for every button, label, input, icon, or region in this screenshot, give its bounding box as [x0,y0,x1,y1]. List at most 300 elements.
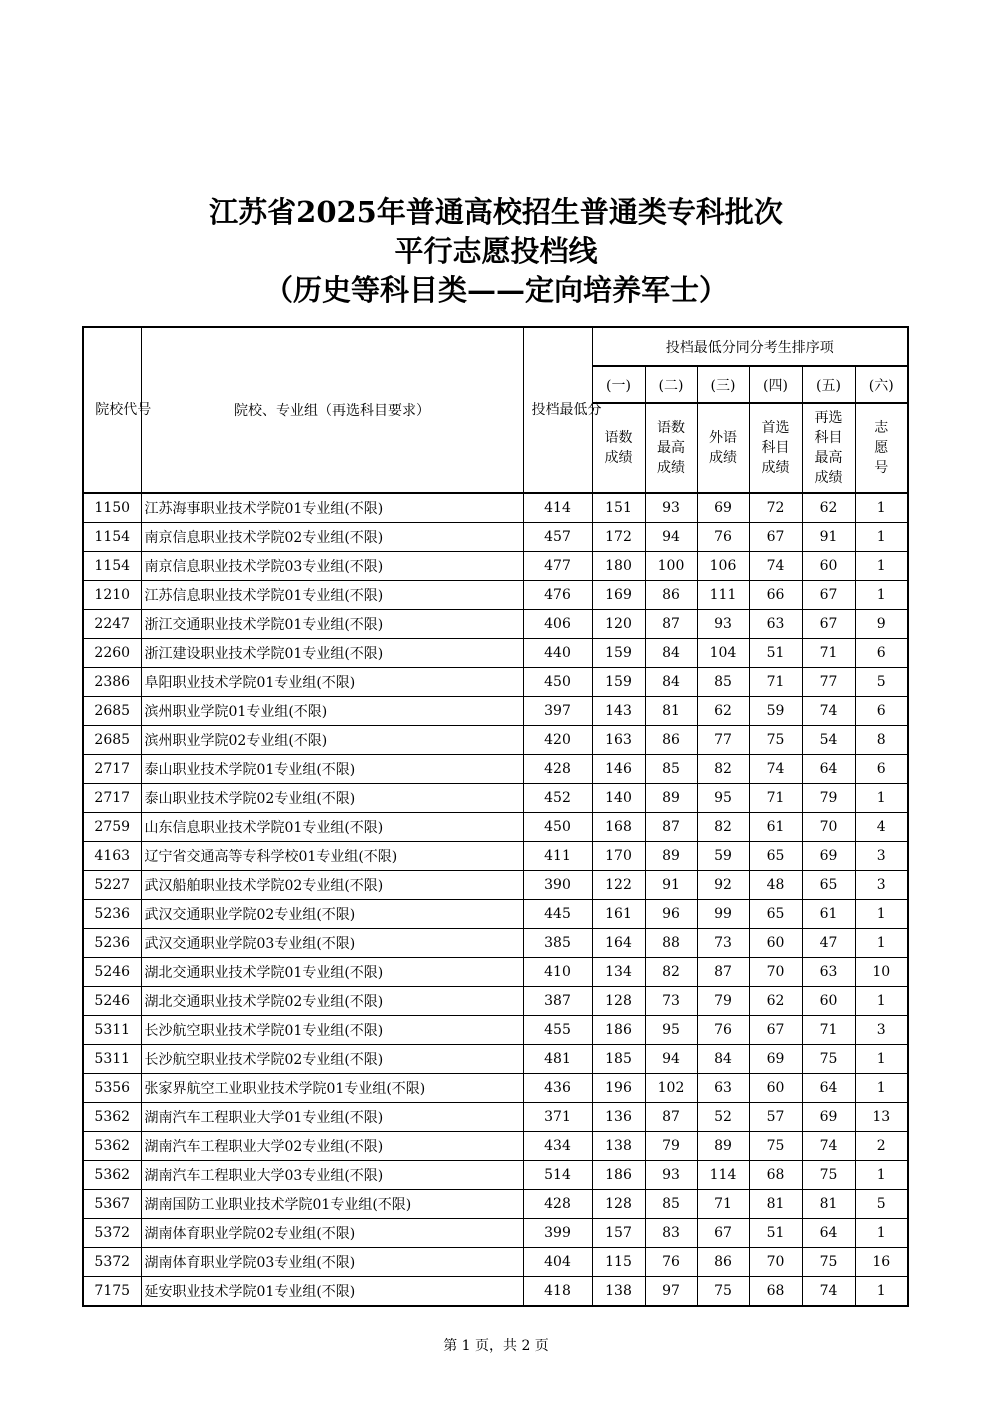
cell-sort-6: 16 [855,1248,908,1277]
table-row [83,610,908,639]
cell-sort-1: 185 [592,1045,645,1074]
cell-sort-4: 74 [749,552,802,581]
cell-code: 5311 [83,1016,141,1045]
cell-sort-5: 67 [802,581,855,610]
cell-sort-3: 104 [697,639,749,668]
cell-sort-3: 76 [697,1016,749,1045]
cell-sort-4: 70 [749,1248,802,1277]
cell-name: 浙江建设职业技术学院01专业组(不限) [141,639,523,668]
cell-sort-2: 76 [645,1248,697,1277]
cell-sort-6: 1 [855,1161,908,1190]
table-row [83,552,908,581]
cell-code: 5372 [83,1248,141,1277]
title-line-3: （历史等科目类——定向培养军士） [263,273,728,307]
cell-code: 5356 [83,1074,141,1103]
cell-sort-4: 65 [749,842,802,871]
cell-code: 5246 [83,987,141,1016]
table-row [83,726,908,755]
cell-sort-1: 168 [592,813,645,842]
cell-sort-3: 106 [697,552,749,581]
cell-sort-4: 51 [749,1219,802,1248]
cell-code: 2685 [83,726,141,755]
cell-sort-6: 5 [855,1190,908,1219]
cell-sort-6: 3 [855,871,908,900]
table-header [83,327,908,493]
cell-code: 2260 [83,639,141,668]
cell-sort-3: 73 [697,929,749,958]
cell-name: 湖南体育职业学院02专业组(不限) [141,1219,523,1248]
cell-sort-5: 60 [802,987,855,1016]
cell-sort-6: 13 [855,1103,908,1132]
cell-sort-1: 128 [592,1190,645,1219]
cell-sort-4: 71 [749,784,802,813]
cell-sort-6: 1 [855,784,908,813]
table-row [83,1132,908,1161]
cell-sort-1: 122 [592,871,645,900]
cell-name: 武汉船舶职业技术学院02专业组(不限) [141,871,523,900]
cell-min-score: 436 [523,1074,592,1103]
cell-sort-5: 75 [802,1248,855,1277]
cell-sort-6: 1 [855,1074,908,1103]
cell-name: 长沙航空职业技术学院01专业组(不限) [141,1016,523,1045]
cell-sort-2: 94 [645,523,697,552]
table-row [83,1016,908,1045]
cell-code: 5227 [83,871,141,900]
table-row [83,958,908,987]
cell-name: 南京信息职业技术学院02专业组(不限) [141,523,523,552]
cell-code: 5362 [83,1161,141,1190]
cell-sort-4: 67 [749,1016,802,1045]
table-body [83,493,908,1306]
cell-sort-6: 5 [855,668,908,697]
cell-code: 5236 [83,900,141,929]
cell-min-score: 452 [523,784,592,813]
cell-sort-6: 1 [855,523,908,552]
cell-min-score: 440 [523,639,592,668]
table-row [83,581,908,610]
cell-sort-6: 6 [855,755,908,784]
cell-min-score: 445 [523,900,592,929]
header-sort-label: 再选科目最高成绩 [802,403,855,493]
cell-sort-1: 159 [592,639,645,668]
cell-code: 5311 [83,1045,141,1074]
cell-sort-1: 172 [592,523,645,552]
cell-sort-5: 64 [802,1074,855,1103]
cell-sort-3: 85 [697,668,749,697]
table-row [83,1219,908,1248]
cell-sort-6: 1 [855,552,908,581]
header-sort-num: (二) [645,366,697,403]
cell-sort-6: 4 [855,813,908,842]
cell-sort-1: 159 [592,668,645,697]
cell-sort-3: 69 [697,493,749,523]
cell-sort-5: 74 [802,1132,855,1161]
cell-min-score: 450 [523,668,592,697]
cell-min-score: 390 [523,871,592,900]
cell-sort-3: 77 [697,726,749,755]
cell-sort-2: 91 [645,871,697,900]
cell-sort-2: 73 [645,987,697,1016]
cell-sort-5: 64 [802,1219,855,1248]
cell-sort-4: 68 [749,1161,802,1190]
cell-code: 4163 [83,842,141,871]
cell-sort-3: 114 [697,1161,749,1190]
cell-sort-2: 81 [645,697,697,726]
cell-sort-6: 1 [855,493,908,523]
header-sort-label: 外语成绩 [697,403,749,493]
document-title [0,193,992,310]
cell-sort-1: 151 [592,493,645,523]
cell-name: 湖北交通职业技术学院01专业组(不限) [141,958,523,987]
cell-sort-3: 84 [697,1045,749,1074]
cell-sort-5: 67 [802,610,855,639]
cell-sort-1: 138 [592,1277,645,1307]
cell-sort-4: 68 [749,1277,802,1307]
cell-sort-5: 75 [802,1161,855,1190]
cell-sort-3: 87 [697,958,749,987]
cell-name: 长沙航空职业技术学院02专业组(不限) [141,1045,523,1074]
cell-sort-2: 87 [645,610,697,639]
cell-min-score: 406 [523,610,592,639]
cell-min-score: 399 [523,1219,592,1248]
cell-name: 滨州职业学院01专业组(不限) [141,697,523,726]
cell-name: 辽宁省交通高等专科学校01专业组(不限) [141,842,523,871]
table-row [83,1103,908,1132]
cell-sort-1: 157 [592,1219,645,1248]
cell-sort-2: 87 [645,813,697,842]
cell-sort-4: 61 [749,813,802,842]
cell-name: 泰山职业技术学院01专业组(不限) [141,755,523,784]
table-row [83,1277,908,1307]
cell-sort-2: 88 [645,929,697,958]
cell-sort-1: 134 [592,958,645,987]
cell-name: 湖北交通职业技术学院02专业组(不限) [141,987,523,1016]
cell-sort-2: 87 [645,1103,697,1132]
cell-sort-1: 140 [592,784,645,813]
cell-sort-3: 62 [697,697,749,726]
header-min-score: 投档最低分 [523,327,592,493]
cell-code: 2386 [83,668,141,697]
cell-sort-6: 6 [855,639,908,668]
cell-name: 武汉交通职业学院03专业组(不限) [141,929,523,958]
cell-sort-6: 3 [855,842,908,871]
header-sort-num: (六) [855,366,908,403]
cell-sort-1: 146 [592,755,645,784]
cell-name: 湖南汽车工程职业大学02专业组(不限) [141,1132,523,1161]
cell-min-score: 481 [523,1045,592,1074]
cell-min-score: 397 [523,697,592,726]
table-row [83,639,908,668]
header-sort-label: 语数成绩 [592,403,645,493]
cell-min-score: 457 [523,523,592,552]
cell-sort-3: 89 [697,1132,749,1161]
cell-sort-4: 71 [749,668,802,697]
cell-code: 5362 [83,1103,141,1132]
cell-sort-3: 93 [697,610,749,639]
cell-name: 泰山职业技术学院02专业组(不限) [141,784,523,813]
cell-sort-2: 93 [645,1161,697,1190]
cell-min-score: 455 [523,1016,592,1045]
cell-sort-1: 115 [592,1248,645,1277]
cell-sort-5: 65 [802,871,855,900]
cell-sort-5: 75 [802,1045,855,1074]
cell-sort-2: 82 [645,958,697,987]
cell-sort-2: 94 [645,1045,697,1074]
cell-sort-3: 71 [697,1190,749,1219]
table-row [83,813,908,842]
header-sort-num: (五) [802,366,855,403]
cell-sort-3: 79 [697,987,749,1016]
cell-name: 张家界航空工业职业技术学院01专业组(不限) [141,1074,523,1103]
cell-sort-6: 1 [855,929,908,958]
cell-sort-6: 10 [855,958,908,987]
cell-sort-5: 71 [802,639,855,668]
header-sort-group: 投档最低分同分考生排序项 [592,327,908,366]
cell-min-score: 418 [523,1277,592,1307]
cell-sort-2: 86 [645,581,697,610]
cell-sort-3: 63 [697,1074,749,1103]
cell-name: 延安职业技术学院01专业组(不限) [141,1277,523,1307]
cell-sort-3: 92 [697,871,749,900]
cell-sort-5: 81 [802,1190,855,1219]
cell-name: 浙江交通职业技术学院01专业组(不限) [141,610,523,639]
cell-min-score: 428 [523,755,592,784]
cell-code: 2717 [83,755,141,784]
cell-name: 滨州职业学院02专业组(不限) [141,726,523,755]
cell-sort-1: 136 [592,1103,645,1132]
cell-sort-6: 1 [855,900,908,929]
cell-sort-2: 89 [645,784,697,813]
cell-sort-1: 169 [592,581,645,610]
table-row [83,784,908,813]
cell-sort-3: 86 [697,1248,749,1277]
cell-sort-3: 59 [697,842,749,871]
cell-sort-4: 66 [749,581,802,610]
cell-name: 江苏信息职业技术学院01专业组(不限) [141,581,523,610]
cell-sort-6: 1 [855,987,908,1016]
cell-sort-5: 70 [802,813,855,842]
cell-sort-2: 84 [645,639,697,668]
cell-sort-1: 164 [592,929,645,958]
cell-sort-3: 67 [697,1219,749,1248]
cell-sort-2: 95 [645,1016,697,1045]
cell-sort-6: 3 [855,1016,908,1045]
table-row [83,523,908,552]
cell-min-score: 477 [523,552,592,581]
cell-min-score: 385 [523,929,592,958]
cell-sort-3: 99 [697,900,749,929]
cell-sort-6: 1 [855,581,908,610]
table-row [83,755,908,784]
cell-sort-2: 100 [645,552,697,581]
cell-min-score: 387 [523,987,592,1016]
cell-code: 5362 [83,1132,141,1161]
cell-sort-5: 64 [802,755,855,784]
admission-score-table [82,326,909,1307]
cell-sort-1: 161 [592,900,645,929]
cell-sort-3: 82 [697,813,749,842]
cell-sort-4: 48 [749,871,802,900]
table-row [83,842,908,871]
title-line-1: 江苏省2025年普通高校招生普通类专科批次 [209,195,783,229]
cell-sort-2: 96 [645,900,697,929]
cell-code: 2717 [83,784,141,813]
cell-sort-1: 143 [592,697,645,726]
cell-sort-6: 6 [855,697,908,726]
cell-sort-6: 1 [855,1045,908,1074]
cell-sort-1: 196 [592,1074,645,1103]
cell-sort-6: 8 [855,726,908,755]
cell-min-score: 428 [523,1190,592,1219]
cell-sort-1: 163 [592,726,645,755]
table-row [83,1190,908,1219]
cell-min-score: 434 [523,1132,592,1161]
cell-name: 武汉交通职业学院02专业组(不限) [141,900,523,929]
cell-sort-4: 74 [749,755,802,784]
table-row [83,1161,908,1190]
cell-sort-2: 83 [645,1219,697,1248]
cell-sort-4: 60 [749,929,802,958]
cell-sort-5: 79 [802,784,855,813]
cell-sort-6: 1 [855,1219,908,1248]
cell-sort-2: 84 [645,668,697,697]
table-row [83,1045,908,1074]
header-sort-label: 首选科目成绩 [749,403,802,493]
cell-sort-2: 79 [645,1132,697,1161]
header-code: 院校代号 [83,327,141,493]
table-row [83,493,908,523]
cell-sort-4: 67 [749,523,802,552]
cell-sort-6: 9 [855,610,908,639]
cell-sort-2: 85 [645,755,697,784]
header-sort-label: 语数最高成绩 [645,403,697,493]
cell-sort-1: 180 [592,552,645,581]
cell-min-score: 514 [523,1161,592,1190]
header-sort-num: (四) [749,366,802,403]
cell-sort-1: 186 [592,1016,645,1045]
cell-code: 1154 [83,523,141,552]
cell-sort-5: 69 [802,842,855,871]
cell-sort-4: 57 [749,1103,802,1132]
cell-min-score: 411 [523,842,592,871]
cell-sort-5: 63 [802,958,855,987]
header-sort-num: (三) [697,366,749,403]
cell-sort-5: 71 [802,1016,855,1045]
table-row [83,929,908,958]
cell-code: 5372 [83,1219,141,1248]
cell-code: 2247 [83,610,141,639]
table-row [83,1248,908,1277]
cell-sort-2: 85 [645,1190,697,1219]
table-row [83,987,908,1016]
cell-sort-4: 51 [749,639,802,668]
cell-sort-5: 74 [802,697,855,726]
cell-code: 1210 [83,581,141,610]
table-row [83,697,908,726]
cell-sort-4: 75 [749,1132,802,1161]
cell-sort-4: 59 [749,697,802,726]
header-sort-num: (一) [592,366,645,403]
cell-sort-1: 138 [592,1132,645,1161]
cell-name: 湖南国防工业职业技术学院01专业组(不限) [141,1190,523,1219]
cell-sort-1: 128 [592,987,645,1016]
cell-sort-4: 63 [749,610,802,639]
cell-sort-6: 2 [855,1132,908,1161]
cell-sort-5: 61 [802,900,855,929]
cell-sort-5: 54 [802,726,855,755]
cell-code: 2759 [83,813,141,842]
cell-sort-2: 93 [645,493,697,523]
cell-name: 山东信息职业技术学院01专业组(不限) [141,813,523,842]
cell-sort-6: 1 [855,1277,908,1307]
cell-code: 5236 [83,929,141,958]
cell-sort-4: 60 [749,1074,802,1103]
cell-sort-1: 120 [592,610,645,639]
cell-sort-4: 65 [749,900,802,929]
cell-sort-5: 91 [802,523,855,552]
page-footer: 第 1 页，共 2 页 [443,1338,549,1354]
cell-sort-4: 81 [749,1190,802,1219]
cell-sort-5: 62 [802,493,855,523]
cell-code: 7175 [83,1277,141,1307]
cell-sort-2: 97 [645,1277,697,1307]
cell-sort-3: 76 [697,523,749,552]
cell-min-score: 476 [523,581,592,610]
cell-sort-1: 186 [592,1161,645,1190]
cell-sort-4: 69 [749,1045,802,1074]
cell-name: 湖南体育职业学院03专业组(不限) [141,1248,523,1277]
cell-min-score: 410 [523,958,592,987]
cell-min-score: 420 [523,726,592,755]
cell-min-score: 414 [523,493,592,523]
cell-sort-2: 86 [645,726,697,755]
header-sort-label: 志愿号 [855,403,908,493]
cell-sort-5: 74 [802,1277,855,1307]
cell-sort-4: 62 [749,987,802,1016]
cell-code: 2685 [83,697,141,726]
cell-sort-2: 102 [645,1074,697,1103]
cell-sort-3: 75 [697,1277,749,1307]
cell-sort-5: 69 [802,1103,855,1132]
cell-code: 5246 [83,958,141,987]
cell-min-score: 404 [523,1248,592,1277]
title-line-2: 平行志愿投档线 [394,234,598,268]
cell-sort-3: 95 [697,784,749,813]
table-row [83,871,908,900]
header-name: 院校、专业组（再选科目要求） [141,327,523,493]
cell-name: 湖南汽车工程职业大学01专业组(不限) [141,1103,523,1132]
cell-sort-4: 75 [749,726,802,755]
cell-name: 阜阳职业技术学院01专业组(不限) [141,668,523,697]
table-row [83,668,908,697]
table-row [83,900,908,929]
cell-name: 南京信息职业技术学院03专业组(不限) [141,552,523,581]
cell-sort-4: 72 [749,493,802,523]
cell-code: 5367 [83,1190,141,1219]
cell-code: 1150 [83,493,141,523]
cell-sort-2: 89 [645,842,697,871]
cell-sort-5: 60 [802,552,855,581]
cell-code: 1154 [83,552,141,581]
cell-sort-3: 111 [697,581,749,610]
cell-sort-4: 70 [749,958,802,987]
cell-sort-1: 170 [592,842,645,871]
cell-name: 江苏海事职业技术学院01专业组(不限) [141,493,523,523]
cell-sort-3: 82 [697,755,749,784]
cell-min-score: 371 [523,1103,592,1132]
table-row [83,1074,908,1103]
cell-sort-5: 77 [802,668,855,697]
